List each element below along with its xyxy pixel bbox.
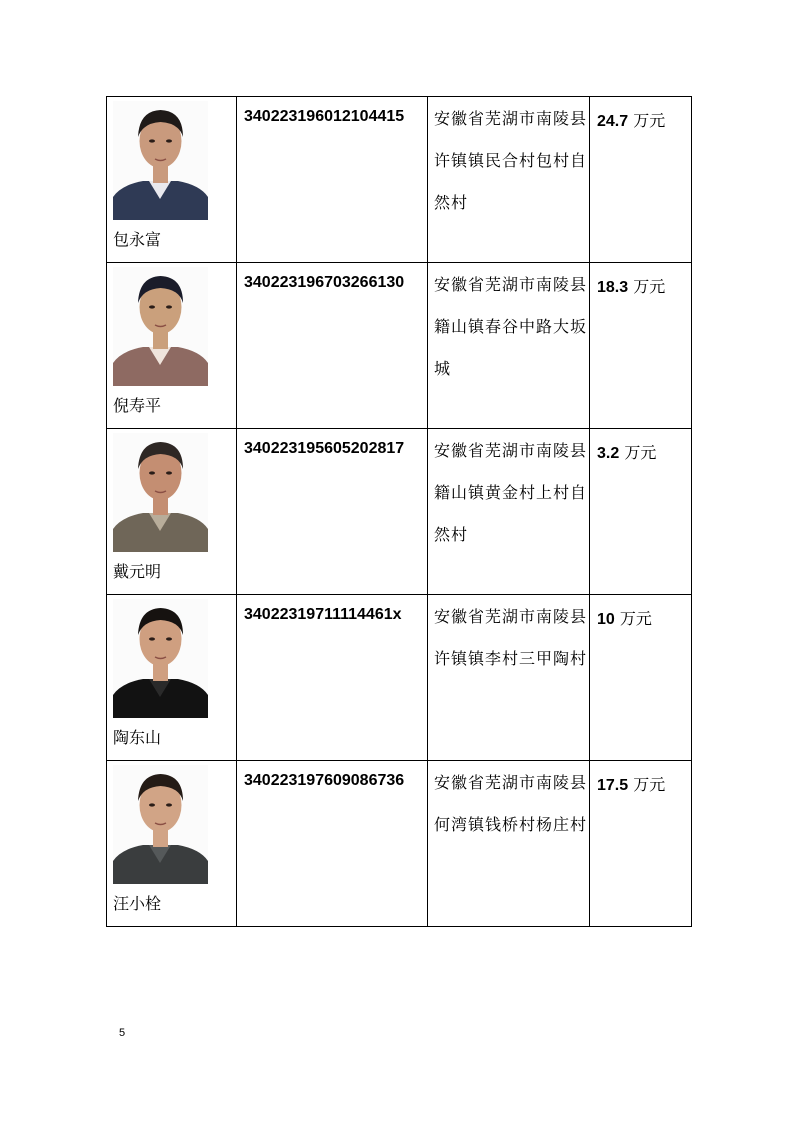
amount-unit: 万元 (633, 775, 666, 794)
amount-unit: 万元 (633, 111, 666, 130)
portrait-photo (113, 765, 208, 884)
person-silhouette-icon (113, 267, 208, 386)
photo-cell (107, 761, 237, 927)
address: 安徽省芜湖市南陵县籍山镇黄金村上村自然村 (434, 441, 588, 544)
amount-unit: 万元 (633, 277, 666, 296)
amount (590, 595, 691, 629)
id-number: 34022319711114461x (244, 606, 402, 623)
amount (590, 761, 691, 795)
address-cell (428, 761, 590, 927)
table-row (107, 429, 692, 595)
id-number: 340223196703266130 (244, 274, 405, 291)
id-number: 340223197609086736 (244, 772, 405, 789)
table-row (107, 761, 692, 927)
table-row (107, 97, 692, 263)
person-name: 戴元明 (113, 562, 162, 581)
person-silhouette-icon (113, 101, 208, 220)
amount-value: 18.3 (597, 279, 629, 296)
person-name: 包永富 (113, 230, 162, 249)
person-silhouette-icon (113, 433, 208, 552)
person-silhouette-icon (113, 765, 208, 884)
portrait-photo (113, 267, 208, 386)
address: 安徽省芜湖市南陵县籍山镇春谷中路大坂城 (434, 275, 588, 378)
photo-cell (107, 595, 237, 761)
portrait-photo (113, 101, 208, 220)
id-number-cell (237, 263, 428, 429)
person-name: 陶东山 (113, 728, 162, 747)
amount-value: 24.7 (597, 113, 629, 130)
id-number-cell (237, 97, 428, 263)
photo-cell (107, 429, 237, 595)
amount (590, 263, 691, 297)
amount-cell (590, 761, 692, 927)
table-row (107, 595, 692, 761)
person-name: 汪小栓 (113, 894, 162, 913)
address-cell (428, 97, 590, 263)
amount-unit: 万元 (624, 443, 657, 462)
id-number-cell (237, 761, 428, 927)
amount (590, 97, 691, 131)
address-cell (428, 595, 590, 761)
id-number-cell (237, 595, 428, 761)
page-number: 5 (119, 1027, 126, 1039)
amount-value: 17.5 (597, 777, 629, 794)
id-number: 340223195605202817 (244, 440, 405, 457)
photo-cell (107, 263, 237, 429)
address: 安徽省芜湖市南陵县许镇镇李村三甲陶村 (434, 607, 588, 668)
amount-value: 10 (597, 611, 615, 628)
id-number: 340223196012104415 (244, 108, 405, 125)
person-name: 倪寿平 (113, 396, 162, 415)
address: 安徽省芜湖市南陵县许镇镇民合村包村自然村 (434, 109, 588, 212)
records-table (106, 96, 692, 927)
address: 安徽省芜湖市南陵县何湾镇钱桥村杨庄村 (434, 773, 588, 834)
table-row (107, 263, 692, 429)
portrait-photo (113, 433, 208, 552)
portrait-photo (113, 599, 208, 718)
amount-cell (590, 97, 692, 263)
amount (590, 429, 691, 463)
amount-value: 3.2 (597, 445, 620, 462)
id-number-cell (237, 429, 428, 595)
person-silhouette-icon (113, 599, 208, 718)
address-cell (428, 429, 590, 595)
amount-cell (590, 429, 692, 595)
amount-cell (590, 595, 692, 761)
amount-unit: 万元 (619, 609, 652, 628)
amount-cell (590, 263, 692, 429)
address-cell (428, 263, 590, 429)
photo-cell (107, 97, 237, 263)
